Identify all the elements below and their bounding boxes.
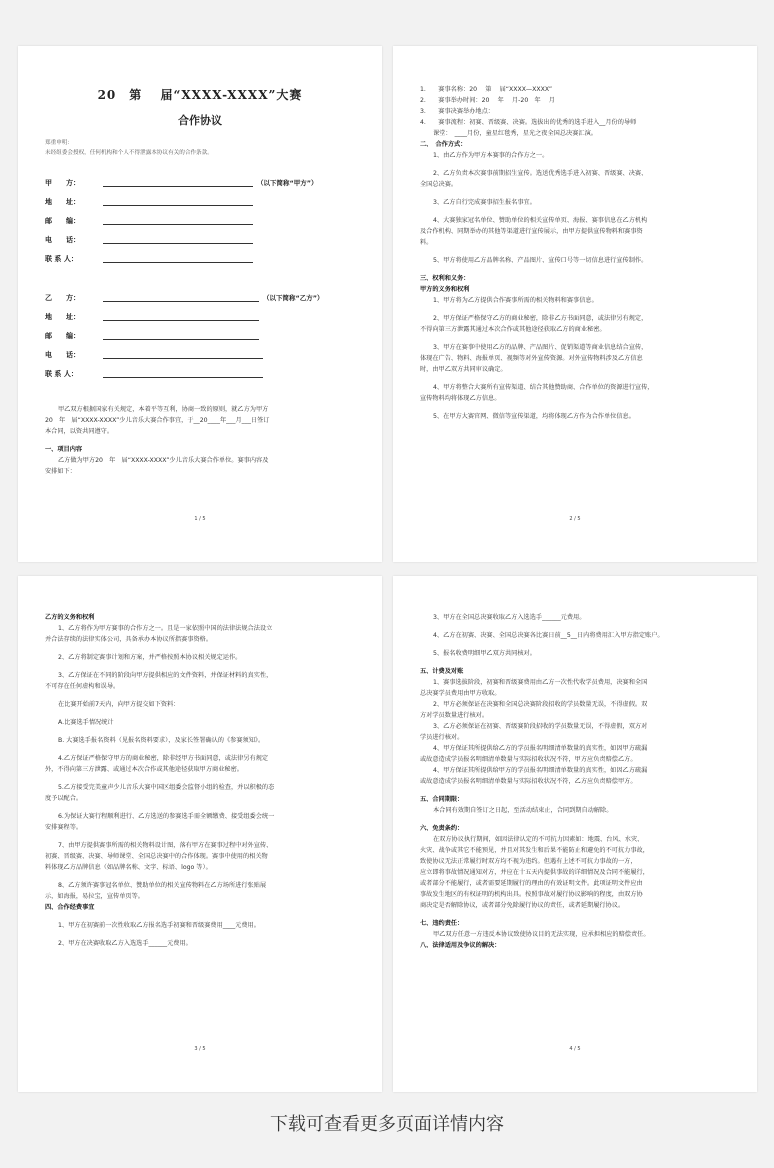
list-item: 课堂： ____月份，童星红毯秀，星光之夜全国总决赛汇演。	[433, 130, 597, 137]
field-label: 电 话：	[45, 236, 80, 244]
party-a-postcode-row	[45, 216, 365, 226]
intro-line: 本合同，以资共同遵守。	[45, 428, 114, 435]
clause: 度予以配合。	[45, 795, 83, 802]
field-line[interactable]	[103, 320, 259, 321]
clause: 时，由甲乙双方共同审议确定。	[420, 366, 507, 373]
contract-title: 20 第 届“XXXX-XXXX”大赛	[97, 88, 303, 102]
intro-line: 甲乙双方根据国家有关规定，本着平等互利，协商一致的原则，就乙方为甲方	[58, 406, 269, 413]
notice-label: 郑重申明：	[45, 140, 73, 146]
clause: 安排赛程等。	[45, 824, 83, 831]
party-b-row	[45, 293, 365, 303]
clause: 2、甲方保证严格保守乙方的商业秘密，除非乙方书面同意，或法律另有规定，	[433, 315, 648, 322]
section-heading: 一、项目内容	[45, 446, 83, 453]
clause: 料。	[420, 239, 433, 246]
list-item: 1. 赛事名称：20 第 届“XXXX—XXXX”	[420, 86, 553, 93]
clause: 1、甲方将为乙方提供合作赛事所需的相关物料和赛事信息。	[433, 297, 598, 304]
clause: 致使协议无法正常履行时双方均不视为违约。但遇有上述不可抗力事故的一方，	[420, 858, 637, 865]
page-number: 1 / 5	[194, 516, 206, 522]
party-b-address-row	[45, 312, 365, 322]
party-a-contact-row	[45, 254, 365, 264]
section-heading: 三、权利和义务：	[420, 275, 470, 282]
section-text: 安排如下：	[45, 468, 76, 475]
clause: 初赛、晋级赛、决赛、导师课堂、全国总决赛中的合作体现。赛事中使用的相关物	[45, 853, 268, 860]
subsection-heading: 甲方的义务和权利	[420, 286, 470, 293]
clause: 不得向第三方泄露其通过本次合作或其他途径获取乙方的商业秘密。	[420, 326, 606, 333]
clause: 应立即将事故情况通知对方，并应在十五天内提供事故的详细情况及合同不能履行，	[420, 869, 649, 876]
clause: 料体现乙方品牌信息（如品牌名称、文字、标语、logo 等）。	[45, 864, 212, 871]
page-number: 2 / 5	[569, 516, 581, 522]
clause: 3、乙方必须保证在初赛、晋级赛阶段招收的学员数量无误，不得虚假，双方对	[433, 723, 648, 730]
clause: 1、乙方将作为甲方赛事的合作方之一。且是一家依照中国的法律法规合法设立	[58, 625, 273, 632]
clause: 2、甲方在决赛收取乙方入选选手______元费用。	[58, 940, 192, 947]
clause: 5、报名收费明细甲乙双方共同核对。	[433, 650, 536, 657]
clause: 方对学员数量进行核对。	[420, 712, 489, 719]
field-label: 地 址：	[45, 198, 80, 206]
clause: 3、乙方自行完成赛事招生报名事宜。	[433, 199, 536, 206]
section-heading: 五、合同期限：	[420, 796, 464, 803]
clause: 7、由甲方提供赛事所需的相关物料设计图，落有甲方在赛事过程中对外宣传、	[58, 842, 273, 849]
subsection-heading: 乙方的义务和权利	[45, 614, 95, 621]
clause: B. 大赛选手报名资料（见报名资料要求），及家长签署确认的《参赛须知》。	[58, 737, 265, 744]
section-heading: 七、违约责任：	[420, 920, 464, 927]
clause: 外，不得向第三方泄露、或通过本次合作或其他途径获取甲方商业秘密。	[45, 766, 243, 773]
party-a-suffix: （以下简称“甲方”）	[257, 179, 318, 187]
field-line[interactable]	[103, 205, 253, 206]
clause: 体现在广告、物料、海报单页、视频等对外宣传资源。对外宣传物料涉及乙方信息	[420, 355, 643, 362]
clause: 2、乙方负责本次赛事前期招生宣传。选送优秀选手进入初赛、晋级赛、决赛、	[433, 170, 648, 177]
party-b-postcode-row	[45, 331, 365, 341]
field-line[interactable]	[103, 358, 263, 359]
clause: 在双方协议执行期间，如因法律认定的不可抗力因素如：地震、台风、水灾、	[433, 836, 644, 843]
clause: 在比赛开始前7天内，向甲方提交如下资料：	[58, 701, 180, 708]
clause: 5.乙方接受完美童声少儿音乐大赛中国区组委会监督小组的检查，并以积极的态	[58, 784, 275, 791]
field-line[interactable]	[103, 243, 253, 244]
clause: 或故意造成学员报名明细清单数量与实际招收状况不符，乙方应负责赔偿甲方。	[420, 778, 637, 785]
clause: 2、乙方将制定赛事计划和方案，并严格按照本协议相关规定运作。	[58, 654, 242, 661]
clause: 5、甲方将使用乙方品牌名称、产品图片、宣传口号等一切信息进行宣传制作。	[433, 257, 648, 264]
clause: 1、甲方在初赛前一次性收取乙方报名选手初赛和晋级赛费用____元费用。	[58, 922, 260, 929]
clause: 3、甲方在赛事中使用乙方的品牌、产品图片、促销渠道等商业信息结合宣传，	[433, 344, 648, 351]
party-a-line[interactable]	[103, 186, 253, 187]
list-item: 3. 赛事决赛举办地点：	[420, 108, 494, 115]
clause: 或故意造成学员报名明细清单数量与实际招收状况不符，甲方应负责赔偿乙方。	[420, 756, 637, 763]
clause: 学员进行核对。	[420, 734, 464, 741]
clause: 示，如海报，易拉宝，宣传单页等。	[45, 893, 144, 900]
field-line[interactable]	[103, 377, 263, 378]
section-heading: 八、法律适用及争议的解决：	[420, 942, 501, 949]
contract-page-2	[393, 46, 757, 562]
clause: 本合同有效期自签订之日起，至活动结束止，合同到期自动解除。	[433, 807, 613, 814]
section-heading: 六、免责条约：	[420, 825, 464, 832]
contract-subtitle: 合作协议	[178, 114, 222, 127]
intro-paragraph	[45, 404, 355, 477]
section-heading: 二、 合作方式：	[420, 141, 467, 148]
field-label: 联 系 人：	[45, 370, 78, 378]
clause: 4、甲方保证其所提供给甲方的学员报名明细清单数量的真实性，如因乙方疏漏	[433, 767, 648, 774]
party-a-row	[45, 178, 365, 188]
clause: 及合作机构、同期举办的其他等渠道进行宣传展示，由甲方提供宣传物料和赛事资	[420, 228, 643, 235]
list-item: 4. 赛事流程：初赛、晋级赛、决赛。选拔出的优秀的选手进入__月份的导师	[420, 119, 637, 126]
clause: 6.为保证大赛行程顺利进行、乙方选送的参赛选手需全额缴费、接受组委会统一	[58, 813, 275, 820]
party-a-phone-row	[45, 235, 365, 245]
section-text: 乙方做为甲方20 年 届“XXXX-XXXX”少儿音乐大赛合作单位。赛事内容及	[58, 457, 269, 464]
section-heading: 五、计费及对账	[420, 668, 464, 675]
party-b-line[interactable]	[103, 301, 259, 302]
field-label: 联 系 人：	[45, 255, 78, 263]
clause: A.比赛选手情况统计	[58, 719, 114, 726]
clause: 4、大赛独家冠名单位、赞助单位的相关宣传单页、海报、赛事信息在乙方机构	[433, 217, 648, 224]
party-b-contact-row	[45, 369, 365, 379]
page-3-body	[45, 612, 355, 949]
contract-page-3	[18, 576, 382, 1092]
clause: 宣传物料均将体现乙方信息。	[420, 395, 501, 402]
clause: 5、在甲方大赛官网、微信等宣传渠道，均将体现乙方作为合作单位信息。	[433, 413, 635, 420]
clause: 8、乙方须许赛事冠名单位、赞助单位的相关宣传物料在乙方场所进行张贴展	[58, 882, 267, 889]
clause: 3、甲方在全国总决赛收取乙方入选选手______元费用。	[433, 614, 586, 621]
clause: 1、赛事选拔阶段，初赛和晋级赛费用由乙方一次性代收学员费用，决赛和全国	[433, 679, 648, 686]
contract-page-1	[18, 46, 382, 562]
download-more-link[interactable]: 下载可查看更多页面详情内容	[270, 1114, 504, 1135]
section-heading: 四、合作经费事宜	[45, 904, 95, 911]
clause: 1、由乙方作为甲方本赛事的合作方之一。	[433, 152, 549, 159]
clause: 并合法存续的法律实体公司，具备承办本协议所指赛事资格。	[45, 636, 213, 643]
field-label: 邮 编：	[45, 332, 80, 340]
field-label: 地 址：	[45, 313, 80, 321]
list-item: 2. 赛事举办时间：20 年 月-20 年 月	[420, 97, 555, 104]
notice-text: 未经组委会授权，任何机构和个人不得泄露本协议有关的合作条款。	[45, 150, 213, 156]
clause: 2、甲方必须保证在决赛和全国总决赛阶段招收的学员数量无误，不得虚假。双	[433, 701, 648, 708]
field-line[interactable]	[103, 224, 253, 225]
clause: 4、甲方保证其所提供给乙方的学员报名明细清单数量的真实性，如因甲方疏漏	[433, 745, 648, 752]
intro-line: 20 年 届“XXXX-XXXX”少儿音乐大赛合作事宜，于__20____年___月___日签订	[45, 417, 270, 424]
party-a-address-row	[45, 197, 365, 207]
clause: 总决赛学员费用由甲方收取。	[420, 690, 501, 697]
clause: 事故发生地区的有权证明的机构出具。按照事故对履行协议影响的程度，由双方协	[420, 891, 643, 898]
clause: 4、甲方将整合大赛所有宣传渠道、结合其他赞助商、合作单位的资源进行宣传，	[433, 384, 654, 391]
clause: 全国总决赛。	[420, 181, 458, 188]
clause: 不可存在任何虚构和误导。	[45, 683, 120, 690]
clause: 或者部分不能履行，或者需要延期履行的理由的有效证明文件。此项证明文件应由	[420, 880, 643, 887]
field-label: 邮 编：	[45, 217, 80, 225]
clause: 甲乙双方任意一方违反本协议致使协议目的无法实现，应承担相应的赔偿责任。	[433, 931, 650, 938]
party-a-label: 甲 方：	[45, 179, 80, 187]
page-2-body	[420, 84, 730, 422]
clause: 火灾、战争或其它不能预见，并且对其发生和后果不能防止和避免的不可抗力事故，	[420, 847, 649, 854]
clause: 3、乙方保证在不同的阶段向甲方提供相应的文件资料，并保证材料的真实性，	[58, 672, 273, 679]
clause: 4.乙方保证严格保守甲方的商业秘密，除非经甲方书面同意，或法律另有规定	[58, 755, 269, 762]
clause: 商决定是否解除协议，或者部分免除履行协议的责任，或者延期履行协议。	[420, 902, 625, 909]
party-b-label: 乙 方：	[45, 294, 80, 302]
party-b-phone-row	[45, 350, 365, 360]
party-b-suffix: （以下简称“乙方”）	[263, 294, 324, 302]
contract-page-4	[393, 576, 757, 1092]
page-number: 4 / 5	[569, 1046, 581, 1052]
field-line[interactable]	[103, 262, 253, 263]
clause: 4、乙方在初赛、决赛、全国总决赛各比赛日前__5__日内将费用汇入甲方指定账户。	[433, 632, 664, 639]
field-label: 电 话：	[45, 351, 80, 359]
page-number: 3 / 5	[194, 1046, 206, 1052]
field-line[interactable]	[103, 339, 259, 340]
page-4-body	[420, 612, 730, 951]
